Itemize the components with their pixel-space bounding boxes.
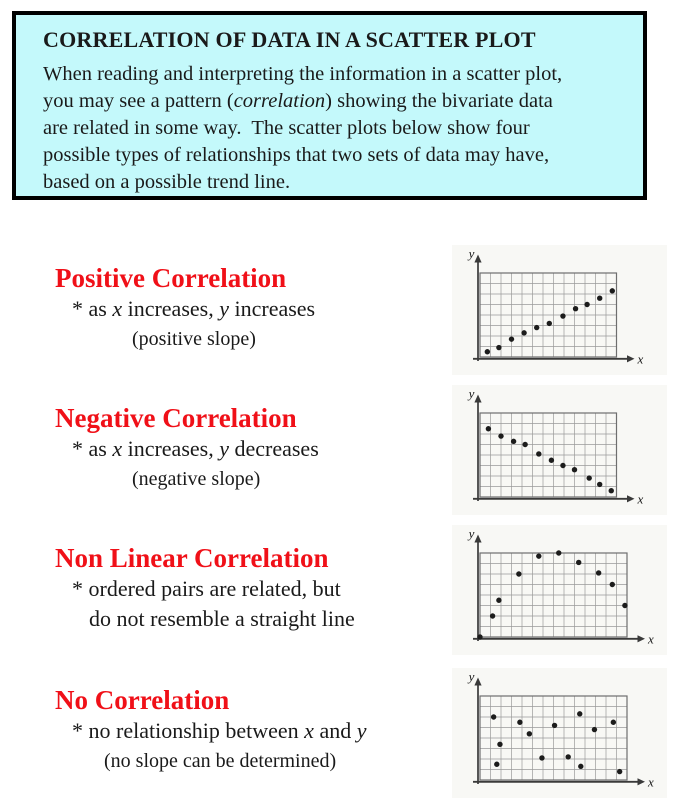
data-point xyxy=(496,345,501,350)
page-title: CORRELATION OF DATA IN A SCATTER PLOT xyxy=(43,27,536,52)
data-point xyxy=(522,442,527,447)
data-point xyxy=(560,463,565,468)
data-point xyxy=(491,714,496,719)
bullet-text: increases, xyxy=(122,296,220,321)
y-axis-label: y xyxy=(468,669,475,684)
data-point xyxy=(494,762,499,767)
data-point xyxy=(511,439,516,444)
section-note: (negative slope) xyxy=(132,468,261,490)
data-point xyxy=(577,711,582,716)
data-point xyxy=(547,321,552,326)
paragraph-text: ) showing the bivariate data xyxy=(325,90,553,112)
paragraph-line: possible types of relationships that two sets of data may have, xyxy=(43,144,550,166)
paragraph-line xyxy=(43,88,647,115)
data-point xyxy=(611,720,616,725)
data-point xyxy=(534,325,539,330)
scatter-plot-svg xyxy=(452,245,667,375)
intro-paragraph xyxy=(43,61,647,196)
y-axis-label: y xyxy=(468,246,475,261)
section-no-correlation xyxy=(55,685,455,776)
bullet-text: * as xyxy=(72,296,113,321)
plot-background xyxy=(452,668,667,798)
bullet-text: * as xyxy=(72,436,113,461)
section-bullet-continuation: do not resemble a straight line xyxy=(89,606,355,631)
data-point xyxy=(609,488,614,493)
variable-x: x xyxy=(112,296,123,321)
data-point xyxy=(549,458,554,463)
variable-y: y xyxy=(356,718,367,743)
section-bullet xyxy=(72,294,455,324)
x-axis-label: x xyxy=(637,491,644,507)
data-point xyxy=(486,426,491,431)
data-point xyxy=(539,755,544,760)
data-point xyxy=(509,336,514,341)
paragraph-text: you may see a pattern ( xyxy=(43,90,234,112)
section-bullet xyxy=(72,434,455,464)
data-point xyxy=(572,467,577,472)
data-point xyxy=(560,313,565,318)
scatter-plot-svg xyxy=(452,525,667,655)
section-bullet: * ordered pairs are related, but xyxy=(72,576,341,601)
scatter-plot-positive-correlation xyxy=(452,245,667,375)
data-point xyxy=(527,731,532,736)
header-box xyxy=(12,11,647,200)
bullet-text: increases xyxy=(228,296,316,321)
data-point xyxy=(573,306,578,311)
data-point xyxy=(536,451,541,456)
bullet-text: and xyxy=(313,718,357,743)
italic-term: correlation xyxy=(233,90,326,112)
section-heading: Positive Correlation xyxy=(55,263,287,293)
data-point xyxy=(517,720,522,725)
section-nonlinear-correlation xyxy=(55,543,455,634)
variable-y: y xyxy=(219,436,229,461)
bullet-text: decreases xyxy=(228,436,319,461)
data-point xyxy=(516,571,521,576)
data-point xyxy=(617,769,622,774)
y-axis-label: y xyxy=(468,526,475,541)
variable-x: x xyxy=(304,718,314,743)
x-axis-label: x xyxy=(648,631,654,647)
data-point xyxy=(556,550,561,555)
data-point xyxy=(497,742,502,747)
data-point xyxy=(578,764,583,769)
section-positive-correlation xyxy=(55,263,455,354)
data-point xyxy=(521,330,526,335)
data-point xyxy=(622,603,627,608)
bullet-text: increases, xyxy=(122,436,220,461)
data-point xyxy=(576,560,581,565)
paragraph-line: When reading and interpreting the information in a scatter plot, xyxy=(43,63,563,85)
scatter-plot-svg xyxy=(452,385,667,515)
data-point xyxy=(552,723,557,728)
data-point xyxy=(610,582,615,587)
data-point xyxy=(610,288,615,293)
data-point xyxy=(584,302,589,307)
data-point xyxy=(490,613,495,618)
section-note: (positive slope) xyxy=(132,328,256,350)
paragraph-line: are related in some way. The scatter plots below show four xyxy=(43,117,530,139)
section-note: (no slope can be determined) xyxy=(104,750,337,772)
x-axis-label: x xyxy=(648,774,654,790)
section-bullet xyxy=(72,716,455,746)
data-point xyxy=(596,570,601,575)
scatter-plot-svg xyxy=(452,668,667,798)
variable-x: x xyxy=(112,436,123,461)
data-point xyxy=(597,296,602,301)
section-heading: No Correlation xyxy=(55,685,230,715)
data-point xyxy=(477,634,482,639)
scatter-plot-no-correlation xyxy=(452,668,667,798)
plot-background xyxy=(452,385,667,515)
data-point xyxy=(496,598,501,603)
paragraph-line: based on a possible trend line. xyxy=(43,171,291,193)
data-point xyxy=(485,349,490,354)
data-point xyxy=(498,433,503,438)
section-heading: Negative Correlation xyxy=(55,403,297,433)
variable-y: y xyxy=(219,296,229,321)
y-axis-label: y xyxy=(468,386,475,401)
x-axis-label: x xyxy=(637,351,644,367)
data-point xyxy=(587,475,592,480)
bullet-text: * no relationship between xyxy=(72,718,305,743)
data-point xyxy=(566,754,571,759)
data-point xyxy=(592,727,597,732)
section-negative-correlation xyxy=(55,403,455,494)
data-point xyxy=(597,482,602,487)
plot-background xyxy=(452,245,667,375)
scatter-plot-negative-correlation xyxy=(452,385,667,515)
section-heading: Non Linear Correlation xyxy=(55,543,329,573)
data-point xyxy=(536,553,541,558)
scatter-plot-nonlinear-correlation xyxy=(452,525,667,655)
plot-background xyxy=(452,525,667,655)
